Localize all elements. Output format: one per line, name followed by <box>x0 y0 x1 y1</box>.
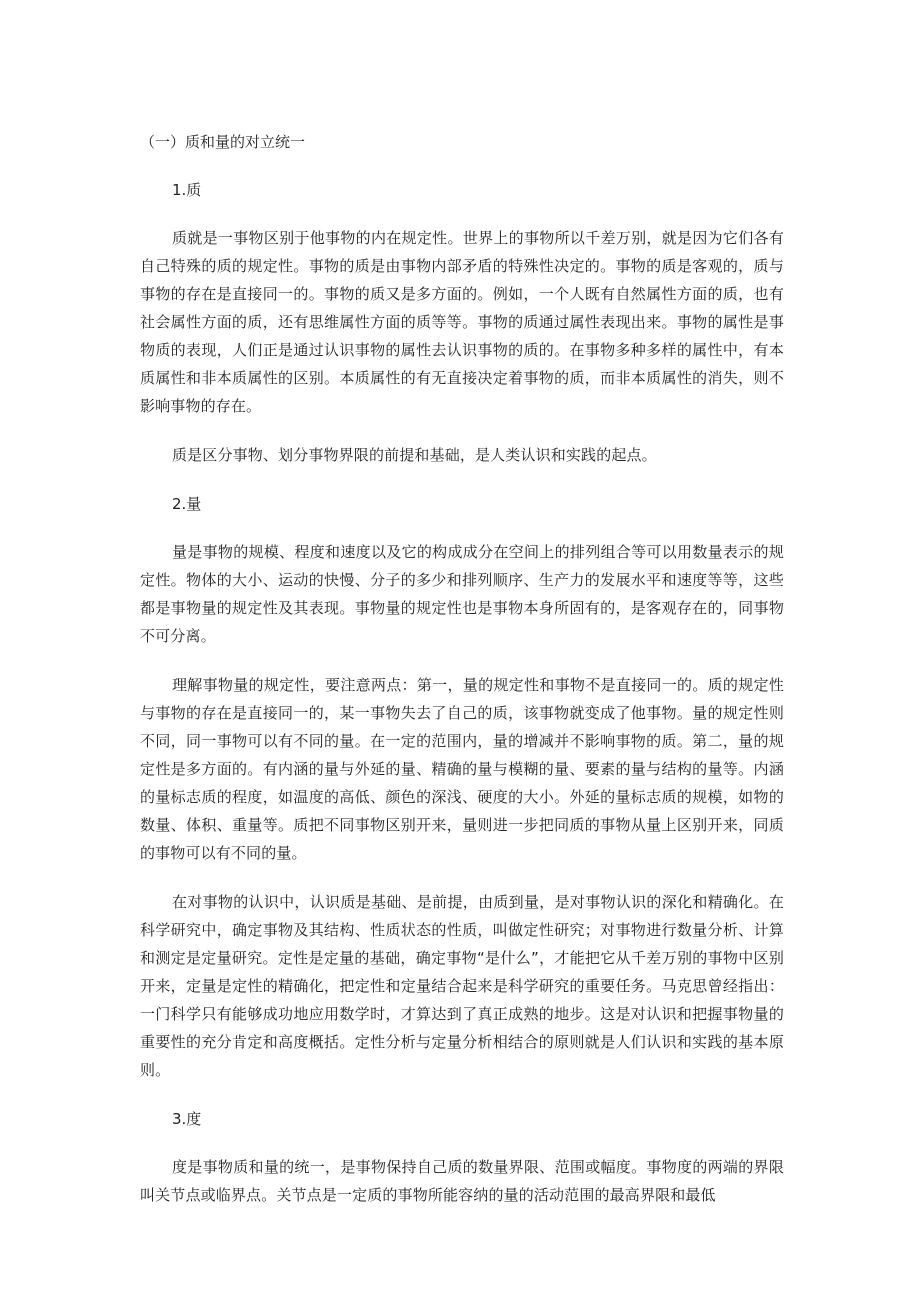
paragraph: 在对事物的认识中，认识质是基础、是前提，由质到量，是对事物认识的深化和精确化。在科学研究中，确定事物及其结构、性质状态的性质，叫做定性研究；对事物进行数量分析、计算和测定是定量研究。定性是定量的基础，确定事物“是什么”，才能把它从千差万别的事物中区别开来，定量是定性的精确化，把定性和定量结合起来是科学研究的重要任务。马克思曾经指出：一门科学只有能够成功地应用数学时，才算达到了真正成熟的地步。这是对认识和把握事物量的重要性的充分肯定和高度概括。定性分析与定量分析相结合的原则就是人们认识和实践的基本原则。 <box>140 893 784 1079</box>
paragraph: 理解事物量的规定性，要注意两点：第一，量的规定性和事物不是直接同一的。质的规定性与事物的存在是直接同一的，某一事物失去了自己的质，该事物就变成了他事物。量的规定性则不同，同一事物可以有不同的量。在一定的范围内，量的增减并不影响事物的质。第二，量的规定性是多方面的。有内涵的量与外延的量、精确的量与模糊的量、要素的量与结构的量等。内涵的量标志质的程度，如温度的高低、颜色的深浅、硬度的大小。外延的量标志质的规模，如物的数量、体积、重量等。质把不同事物区别开来，量则进一步把同质的事物从量上区别开来，同质的事物可以有不同的量。 <box>140 676 784 862</box>
subsection-title-quantity: 2.量 <box>172 495 202 513</box>
paragraph: 质就是一事物区别于他事物的内在规定性。世界上的事物所以千差万别，就是因为它们各有自己特殊的质的规定性。事物的质是由事物内部矛盾的特殊性决定的。事物的质是客观的，质与事物的存在是直接同一的。事物的质又是多方面的。例如，一个人既有自然属性方面的质，也有社会属性方面的质，还有思维属性方面的质等等。事物的质通过属性表现出来。事物的属性是事物质的表现，人们正是通过认识事物的属性去认识事物的质的。在事物多种多样的属性中，有本质属性和非本质属性的区别。本质属性的有无直接决定着事物的质，而非本质属性的消失，则不影响事物的存在。 <box>140 229 784 415</box>
paragraph: 质是区分事物、划分事物界限的前提和基础，是人类认识和实践的起点。 <box>172 446 657 464</box>
paragraph: 度是事物质和量的统一，是事物保持自己质的数量界限、范围或幅度。事物度的两端的界限叫关节点或临界点。关节点是一定质的事物所能容纳的量的活动范围的最高界限和最低 <box>140 1158 784 1204</box>
subsection-title-measure: 3.度 <box>172 1110 202 1128</box>
document-body <box>140 128 784 1230</box>
paragraph: 量是事物的规模、程度和速度以及它的构成成分在空间上的排列组合等可以用数量表示的规定性。物体的大小、运动的快慢、分子的多少和排列顺序、生产力的发展水平和速度等等，这些都是事物量的规定性及其表现。事物量的规定性也是事物本身所固有的，是客观存在的，同事物不可分离。 <box>140 543 784 645</box>
section-title: （一）质和量的对立统一 <box>140 133 306 151</box>
subsection-title-quality: 1.质 <box>172 181 202 199</box>
